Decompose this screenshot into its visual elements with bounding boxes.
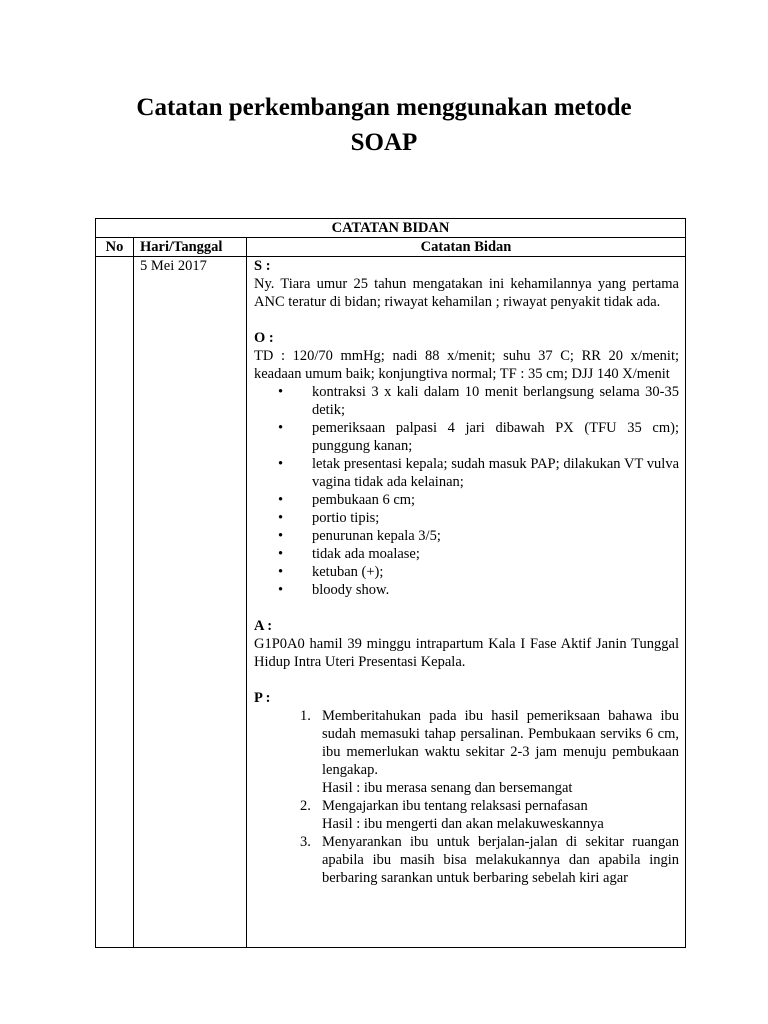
list-item: • pembukaan 6 cm; — [304, 491, 679, 509]
section-p — [254, 689, 679, 887]
plan-item-result: Hasil : ibu merasa senang dan bersemangat — [322, 780, 573, 796]
section-a-text: G1P0A0 hamil 39 minggu intrapartum Kala I Fase Aktif Janin Tunggal Hidup Intra Uteri Presentasi Kepala. — [254, 636, 679, 670]
list-item: • bloody show. — [304, 581, 679, 599]
plan-list — [254, 707, 679, 887]
section-s — [254, 257, 690, 311]
list-item: • ketuban (+); — [304, 563, 679, 581]
soap-table — [95, 218, 690, 948]
header-notes: Catatan Bidan — [247, 238, 686, 257]
plan-item — [322, 797, 679, 833]
plan-item-text: Memberitahukan pada ibu hasil pemeriksaan bahawa ibu sudah memasuki tahap persalinan. Pembukaan serviks 6 cm, ibu memerlukan waktu sekitar 2-3 jam menuju pembukaan lengakap. — [322, 708, 679, 778]
table-row — [96, 257, 686, 948]
title-line-1: Catatan perkembangan menggunakan metode — [136, 94, 632, 121]
title-line-2: SOAP — [350, 129, 418, 156]
header-no: No — [96, 238, 134, 257]
cell-notes — [247, 257, 690, 948]
list-item: • penurunan kepala 3/5; — [304, 527, 679, 545]
document-title — [0, 90, 768, 160]
plan-item-text: Menyarankan ibu untuk berjalan-jalan di sekitar ruangan apabila ibu masih bisa melakukannya dan apabila ingin berbaring sarankan untuk berbaring sebelah kiri agar — [322, 834, 679, 886]
section-o-label: O : — [254, 330, 274, 346]
list-item: • kontraksi 3 x kali dalam 10 menit berlangsung selama 30-35 detik; — [304, 383, 679, 419]
header-date: Hari/Tanggal — [134, 238, 247, 257]
section-o-text: TD : 120/70 mmHg; nadi 88 x/menit; suhu 37 C; RR 20 x/menit; keadaan umum baik; konjungtiva normal; TF : 35 cm; DJJ 140 X/menit — [254, 348, 679, 382]
observation-list — [254, 383, 679, 599]
section-o — [254, 329, 679, 599]
plan-item-text: Mengajarkan ibu tentang relaksasi pernafasan — [322, 798, 588, 814]
plan-item-result: Hasil : ibu mengerti dan akan melakuweskannya — [322, 816, 604, 832]
table-caption: CATATAN BIDAN — [96, 219, 686, 238]
plan-item — [322, 707, 679, 797]
section-s-text: Ny. Tiara umur 25 tahun mengatakan ini kehamilannya yang pertama ANC teratur di bidan; riwayat kehamilan ; riwayat penyakit tidak ada. — [254, 276, 690, 310]
list-item: • portio tipis; — [304, 509, 679, 527]
list-item: • letak presentasi kepala; sudah masuk PAP; dilakukan VT vulva vagina tidak ada kelainan; — [304, 455, 679, 491]
plan-item — [322, 833, 679, 887]
cell-no — [96, 257, 134, 948]
table-caption-row — [96, 219, 686, 238]
section-s-label: S : — [254, 258, 271, 274]
list-item: • pemeriksaan palpasi 4 jari dibawah PX (TFU 35 cm); punggung kanan; — [304, 419, 679, 455]
cell-date: 5 Mei 2017 — [134, 257, 247, 948]
list-item: • tidak ada moalase; — [304, 545, 679, 563]
section-a-label: A : — [254, 618, 273, 634]
section-p-label: P : — [254, 690, 271, 706]
section-a — [254, 617, 679, 671]
table-header-row — [96, 238, 686, 257]
